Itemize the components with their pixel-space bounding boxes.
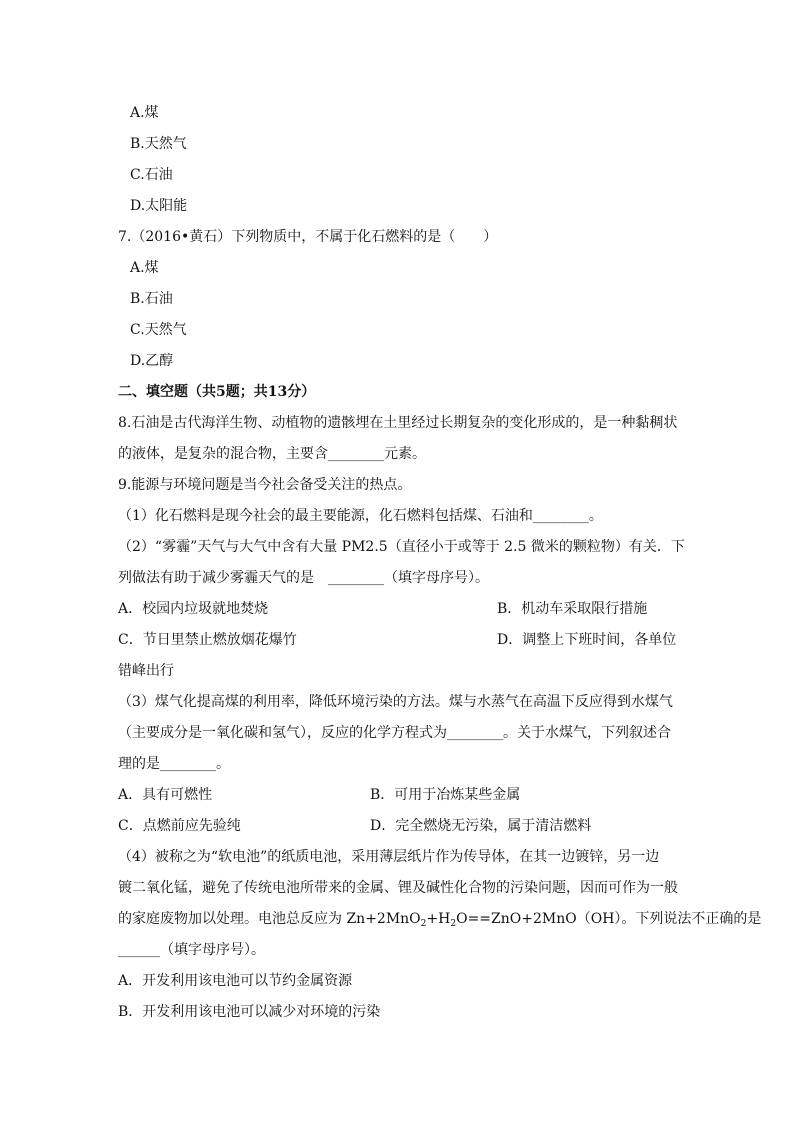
- q8-line-2: 的液体，是复杂的混合物，主要含________元素。: [118, 446, 426, 462]
- q7-stem: 7.（2016•黄石）下列物质中，不属于化石燃料的是（ ）: [118, 229, 498, 245]
- q7-option-a: A.煤: [130, 260, 159, 276]
- q9-part3-option-c: C．点燃前应先验纯: [118, 818, 241, 834]
- q9-part4-line3-seg-a: 的家庭废物加以处理。电池总反应为 Zn+2MnO: [118, 911, 421, 927]
- q9-part2-option-d: D．调整上下班时间，各单位: [497, 632, 677, 648]
- q9-part1: （1）化石燃料是现今社会的最主要能源，化石燃料包括煤、石油和________。: [118, 508, 603, 524]
- section-title: 二、填空题（共5题；共13分）: [118, 384, 316, 400]
- q9-part3-line2: （主要成分是一氧化碳和氢气），反应的化学方程式为________。关于水煤气，下列叙述合: [118, 725, 671, 741]
- q7-option-c: C.天然气: [130, 322, 187, 338]
- q9-part4-option-a: A．开发利用该电池可以节约金属资源: [118, 973, 353, 989]
- q9-part2-option-d-continued: 错峰出行: [118, 663, 174, 679]
- q9-stem: 9.能源与环境问题是当今社会备受关注的热点。: [118, 477, 412, 493]
- q9-part4-line2: 镀二氧化锰，避免了传统电池所带来的金属、锂及碱性化合物的污染问题，因而可作为一般: [118, 880, 678, 896]
- q9-part4-line3-seg-b: +H: [426, 911, 451, 927]
- q9-part2-option-b: B．机动车采取限行措施: [497, 601, 648, 617]
- q9-part2-line2: 列做法有助于减少雾霾天气的是 ________（填字母序号）。: [118, 570, 489, 586]
- subscript-2: 2: [420, 919, 427, 929]
- q9-part4-line1: （4）被称之为“软电池”的纸质电池，采用薄层纸片作为传导体，在其一边镀锌，另一边: [118, 849, 660, 865]
- q7-option-d: D.乙醇: [130, 353, 174, 369]
- q9-part4-line3: [118, 909, 761, 929]
- q9-part2-option-a: A．校园内垃圾就地焚烧: [118, 601, 269, 617]
- q9-part3-option-a: A．具有可燃性: [118, 787, 213, 803]
- q9-part3-option-b: B．可用于冶炼某些金属: [370, 787, 521, 803]
- q6-option-b: B.天然气: [130, 136, 187, 152]
- q9-part3-option-d: D．完全燃烧无污染，属于清洁燃料: [370, 818, 592, 834]
- q6-option-c: C.石油: [130, 167, 173, 183]
- q9-part3-line1: （3）煤气化提高煤的利用率，降低环境污染的方法。煤与水蒸气在高温下反应得到水煤气: [118, 694, 673, 710]
- q9-part2-option-c: C．节日里禁止燃放烟花爆竹: [118, 632, 297, 648]
- q9-part2-line1: （2）“雾霾”天气与大气中含有大量 PM2.5（直径小于或等于 2.5 微米的颗粒物）有关．下: [118, 539, 685, 555]
- subscript-2: 2: [450, 919, 457, 929]
- q6-option-a: A.煤: [130, 105, 159, 121]
- q9-part3-line3: 理的是________。: [118, 756, 230, 772]
- q7-option-b: B.石油: [130, 291, 173, 307]
- q8-line-1: 8.石油是古代海洋生物、动植物的遗骸埋在土里经过长期复杂的变化形成的，是一种黏稠状: [118, 415, 678, 431]
- q6-option-d: D.太阳能: [130, 198, 188, 214]
- q9-part4-line4: ______（填字母序号）。: [118, 942, 265, 958]
- q9-part4-option-b: B．开发利用该电池可以减少对环境的污染: [118, 1004, 381, 1020]
- q9-part4-line3-seg-c: O==ZnO+2MnO（OH）。下列说法不正确的是: [456, 911, 762, 927]
